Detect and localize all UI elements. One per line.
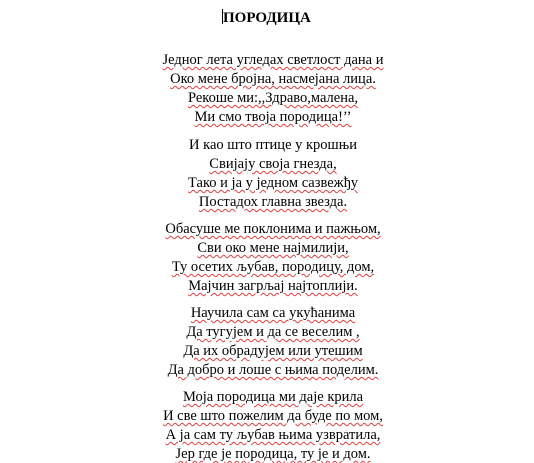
poem-line-text: Моја породица ми даје крила xyxy=(182,389,364,405)
poem-line-text: Постадох главна звезда. xyxy=(198,194,348,210)
poem-line xyxy=(0,407,534,425)
poem-line xyxy=(0,193,534,211)
poem-line-text: А ја сам ту љубав њима узвратила, xyxy=(165,427,381,443)
poem-line-text: Једног лета угледах светлост дана и xyxy=(162,52,384,68)
poem-line-text: Рекоше ми:,,Здраво,малена, xyxy=(187,90,359,106)
poem-line xyxy=(0,108,534,126)
poem-line xyxy=(0,89,534,107)
poem-line-text: Јер где је породица, ту је и дом. xyxy=(175,446,371,462)
poem-line xyxy=(0,277,534,295)
poem-line xyxy=(0,239,534,257)
poem-line-text: Да тугујем и да се веселим , xyxy=(186,324,360,340)
poem-line-text: Да добро и лоше с њима поделим. xyxy=(167,362,379,378)
poem-line xyxy=(0,426,534,444)
poem-line xyxy=(0,361,534,379)
poem-line-text: Ми смо твоја породица!’’ xyxy=(194,109,352,125)
poem-line-text: Свијају своја гнезда, xyxy=(209,156,337,172)
poem-line-text: Сви око мене најмилији, xyxy=(197,240,349,256)
poem-line-text: И све што пожелим да буде по мом, xyxy=(163,408,383,424)
poem-line xyxy=(0,445,534,463)
poem-line xyxy=(0,323,534,341)
poem-line xyxy=(0,258,534,276)
poem-line xyxy=(0,174,534,192)
poem-line xyxy=(0,220,534,238)
poem-line-text: Да их обрадујем или утешим xyxy=(183,343,363,359)
poem-line xyxy=(0,70,534,88)
poem-line-text: Обасуше ме поклонима и пажњом, xyxy=(165,221,381,237)
poem-line-text: Ту осетих љубав, породицу, дом, xyxy=(171,259,375,275)
poem-line xyxy=(0,342,534,360)
document-title: ПОРОДИЦА xyxy=(223,10,311,26)
poem-line-text: Научила сам са укућанима xyxy=(190,305,356,321)
poem-line xyxy=(0,51,534,69)
poem-line xyxy=(0,304,534,322)
poem-line-text: И као што птице у крошњи xyxy=(189,137,357,153)
poem-line-text: Мајчин загрљај најтоплији. xyxy=(188,278,358,294)
document-title-line xyxy=(222,9,311,27)
poem-line xyxy=(0,388,534,406)
poem-line xyxy=(0,155,534,173)
poem-line-text: Око мене бројна, насмејана лица. xyxy=(170,71,376,87)
poem-line-text: Тако и ја у једном сазвежђу xyxy=(188,175,358,191)
poem-line xyxy=(0,136,534,154)
